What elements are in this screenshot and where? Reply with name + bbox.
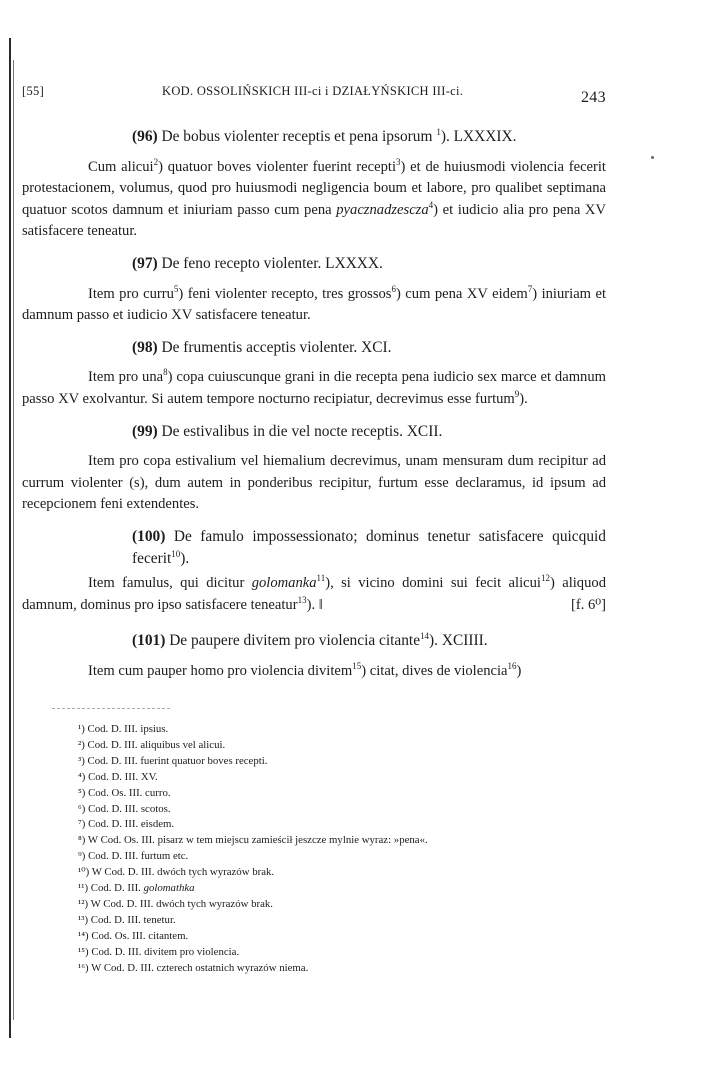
article-body: Item pro copa estivalium vel hiemalium decrevimus, unam mensuram dum recipitur ad currum violenter (s), dum autem in ponderibus recipitur, furtum esse declaramus, id ipsum ad recepcionem feni extendentes. xyxy=(22,453,606,513)
article-heading: (101) De paupere divitem pro violencia citante$^{14}$). XCIIII. xyxy=(132,631,488,650)
footnote: ⁵) Cod. Os. III. curro. xyxy=(78,786,171,799)
article-heading: (97) De feno recepto violenter. LXXXX. xyxy=(132,254,383,272)
article-heading: (98) De frumentis acceptis violenter. XCI. xyxy=(132,338,392,356)
footnote: ⁴) Cod. D. III. XV. xyxy=(78,770,158,783)
footnote: ¹¹) Cod. D. III. golomathka xyxy=(78,882,195,895)
footnote: ¹⁶) W Cod. D. III. czterech ostatnich wyrazów niema. xyxy=(78,961,309,974)
footnote: ²) Cod. D. III. aliquibus vel alicui. xyxy=(78,738,226,751)
running-title: KOD. OSSOLIŃSKICH III-ci i DZIAŁYŃSKICH III-ci. xyxy=(162,84,464,98)
footnote: ⁹) Cod. D. III. furtum etc. xyxy=(78,850,189,863)
article-heading: (96) De bobus violenter receptis et pena ipsorum $^1$). LXXXIX. xyxy=(132,126,517,145)
article-body: Item famulus, qui dicitur golomanka$^{11}$), si vicino domini sui fecit alicui$^{12}$) aliquod damnum, dominus pro ipso satisfacere teneatur$^{13}$). ‖ [f. 6⁰] xyxy=(22,573,606,616)
article-body: Item pro curru$^5$) feni violenter recepto, tres grossos$^6$) cum pena XV eidem$^7$) iniuriam et damnum passo et iudicio XV satisfacere teneatur. xyxy=(22,283,607,324)
folio-marker: [f. 6⁰] xyxy=(570,596,606,613)
article-body: Item cum pauper homo pro violencia divitem$^{15}$) citat, dives de violencia$^{16}$) xyxy=(88,661,522,679)
left-edge-line xyxy=(9,38,11,1038)
footnote: ¹⁵) Cod. D. III. divitem pro violencia. xyxy=(78,945,240,958)
left-edge-line-thin xyxy=(13,60,14,1020)
section-ref: [55] xyxy=(22,84,45,98)
footnote: ⁷) Cod. D. III. eisdem. xyxy=(78,818,175,831)
footnote-rule xyxy=(52,708,170,709)
article-heading: (100) De famulo impossessionato; dominus tenetur satisfacere quicquid fecerit$^{10}$). xyxy=(132,527,606,567)
footnote: ¹⁴) Cod. Os. III. citantem. xyxy=(78,929,189,942)
article-body: Item pro una$^8$) copa cuiuscunque grani in die recepta pena iudicio sex marce et damnum passo XV exolvantur. Si autem tempore nocturno recipiatur, decrevimus esse furtum$^9$). xyxy=(22,367,606,407)
article-heading: (99) De estivalibus in die vel nocte receptis. XCII. xyxy=(132,422,443,440)
footnote: ⁸) W Cod. Os. III. pisarz w tem miejscu zamieścił jeszcze mylnie wyraz: »pena«. xyxy=(78,834,428,847)
stray-mark xyxy=(651,156,654,159)
footnote: ¹²) W Cod. D. III. dwóch tych wyrazów brak. xyxy=(78,897,273,910)
footnote: ³) Cod. D. III. fuerint quatuor boves recepti. xyxy=(78,754,268,767)
article-body: Cum alicui$^2$) quatuor boves violenter fuerint recepti$^3$) et de huiusmodi violencia fecerit protestacionem, volumus, quod pro huiusmodi negligencia boum et labore, pro qualibet septimana quatuor scotos damnum et iniuriam passo cum pena pyacznadzescza$^4$) et iudicio alia pro pena XV satisfacere teneatur. xyxy=(22,156,607,240)
footnote: ¹³) Cod. D. III. tenetur. xyxy=(78,913,176,926)
page-number: 243 xyxy=(581,89,606,106)
footnote: ¹) Cod. D. III. ipsius. xyxy=(78,723,169,735)
footnote: ⁶) Cod. D. III. scotos. xyxy=(78,802,171,815)
footnote: ¹⁰) W Cod. D. III. dwóch tych wyrazów brak. xyxy=(78,866,275,879)
footnotes xyxy=(78,722,538,977)
main-text xyxy=(22,126,606,682)
